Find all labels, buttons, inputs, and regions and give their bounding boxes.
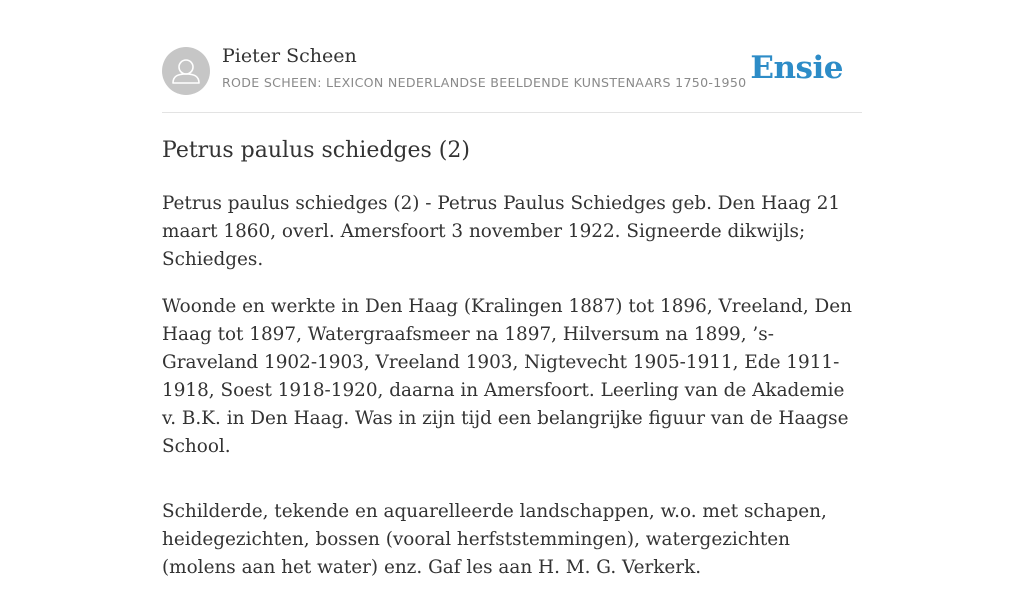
article-body [162, 190, 862, 601]
avatar[interactable] [162, 47, 210, 95]
paragraph-intro: Petrus paulus schiedges (2) - Petrus Paulus Schiedges geb. Den Haag 21 maart 1860, overl. Amersfoort 3 november 1922. Signeerde dikwijls; Schiedges. [162, 193, 841, 270]
article-page [162, 0, 862, 578]
author-name[interactable]: Pieter Scheen [222, 45, 357, 67]
user-icon [162, 47, 210, 95]
ensie-logo[interactable]: Ensie [750, 50, 843, 86]
page-title: Petrus paulus schiedges (2) [162, 138, 470, 163]
author-source[interactable]: RODE SCHEEN: LEXICON NEDERLANDSE BEELDENDE KUNSTENAARS 1750-1950 [222, 75, 747, 90]
paragraph-works: Schilderde, tekende en aquarelleerde landschappen, w.o. met schapen, heidegezichten, bossen (vooral herfststemmingen), watergezichten (molens aan het water) enz. Gaf les aan H. M. G. Verkerk. [162, 501, 827, 578]
author-header [162, 0, 862, 113]
paragraph-biography: Woonde en werkte in Den Haag (Kralingen 1887) tot 1896, Vreeland, Den Haag tot 1897, Watergraafsmeer na 1897, Hilversum na 1899, ’s-Graveland 1902-1903, Vreeland 1903, Nigtevecht 1905-1911, Ede 1911-1918, Soest 1918-1920, daarna in Amersfoort. Leerling van de Akademie v. B.K. in Den Haag. Was in zijn tijd een belangrijke figuur van de Haagse School. [162, 296, 852, 457]
